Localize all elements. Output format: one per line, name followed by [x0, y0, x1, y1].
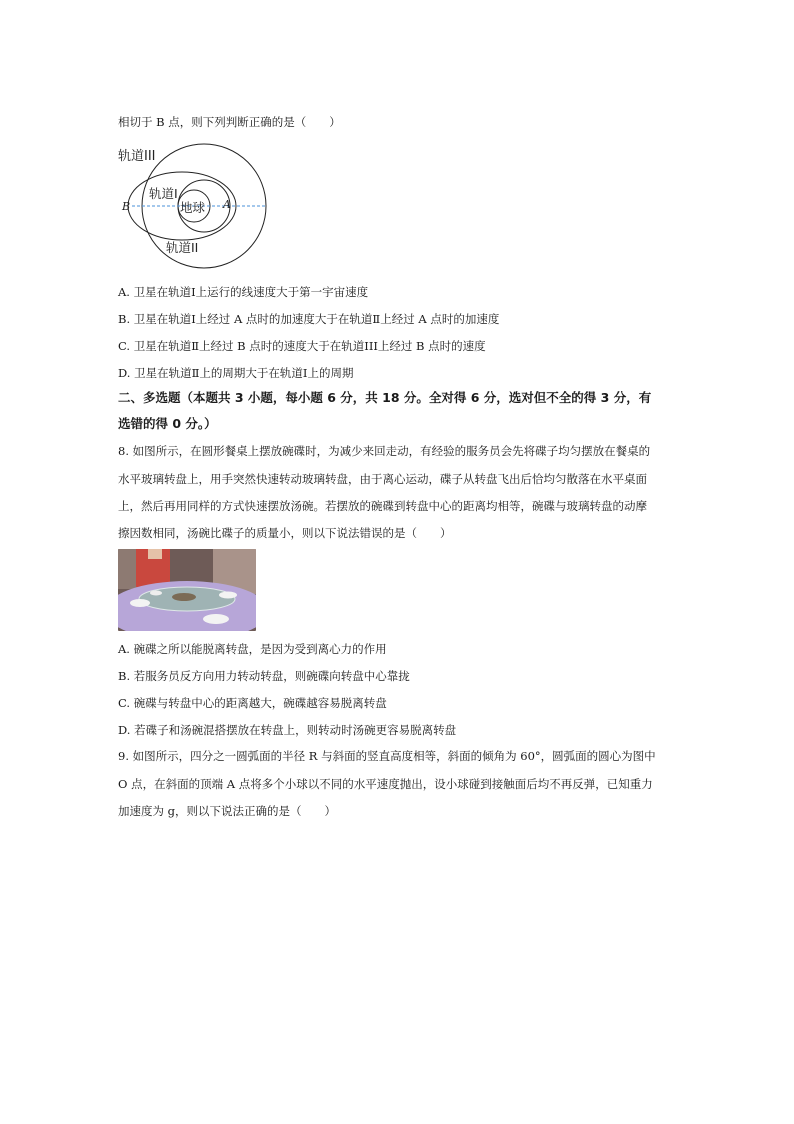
dining-table-photo	[118, 549, 256, 631]
q9-stem-line2: O 点，在斜面的顶端 A 点将多个小球以不同的水平速度抛出，设小球碰到接触面后均不再反弹，已知重力	[118, 777, 653, 791]
q7-option-a: A. 卫星在轨道Ⅰ上运行的线速度大于第一宇宙速度	[118, 285, 369, 299]
point-a-label: A	[223, 198, 231, 211]
orbit-diagram	[116, 140, 268, 274]
q8-option-a: A. 碗碟之所以能脱离转盘，是因为受到离心力的作用	[118, 642, 387, 656]
section-2-heading-line1: 二、多选题（本题共 3 小题，每小题 6 分，共 18 分。全对得 6 分，选对但不全的得 3 分，有	[118, 390, 652, 405]
q9-stem-line3: 加速度为 g，则以下说法正确的是（ ）	[118, 804, 337, 818]
q7-option-c: C. 卫星在轨道Ⅱ上经过 B 点时的速度大于在轨道III上经过 B 点时的速度	[118, 339, 486, 353]
orbit-2-label: 轨道II	[166, 240, 199, 255]
q8-stem-line3: 上，然后再用同样的方式快速摆放汤碗。若摆放的碗碟到转盘中心的距离均相等，碗碟与玻璃转盘的动摩	[118, 499, 647, 513]
q7-option-d: D. 卫星在轨道Ⅱ上的周期大于在轨道Ⅰ上的周期	[118, 366, 354, 380]
point-b-label: B	[122, 200, 131, 213]
q7-stem-tail: 相切于 B 点，则下列判断正确的是（ ）	[118, 115, 341, 129]
q8-option-c: C. 碗碟与转盘中心的距离越大，碗碟越容易脱离转盘	[118, 696, 387, 710]
q8-stem-line2: 水平玻璃转盘上，用手突然快速转动玻璃转盘，由于离心运动，碟子从转盘飞出后恰均匀散落在水平桌面	[118, 472, 647, 486]
earth-label: 地球	[180, 200, 206, 215]
section-2-heading-line2: 选错的得 0 分。）	[118, 416, 217, 431]
q9-stem-line1: 9. 如图所示，四分之一圆弧面的半径 R 与斜面的竖直高度相等，斜面的倾角为 60°，圆弧面的圆心为图中	[118, 749, 656, 763]
q8-option-d: D. 若碟子和汤碗混搭摆放在转盘上，则转动时汤碗更容易脱离转盘	[118, 723, 457, 737]
q8-stem-line4: 擦因数相同，汤碗比碟子的质量小，则以下说法错误的是（ ）	[118, 526, 452, 540]
q8-option-b: B. 若服务员反方向用力转动转盘，则碗碟向转盘中心靠拢	[118, 669, 410, 683]
q8-stem-line1: 8. 如图所示，在圆形餐桌上摆放碗碟时，为减少来回走动，有经验的服务员会先将碟子均匀摆放在餐桌的	[118, 444, 651, 458]
q7-option-b: B. 卫星在轨道Ⅰ上经过 A 点时的加速度大于在轨道Ⅱ上经过 A 点时的加速度	[118, 312, 500, 326]
orbit-3-label: 轨道III	[118, 149, 156, 164]
orbit-1-label: 轨道I	[149, 186, 178, 201]
